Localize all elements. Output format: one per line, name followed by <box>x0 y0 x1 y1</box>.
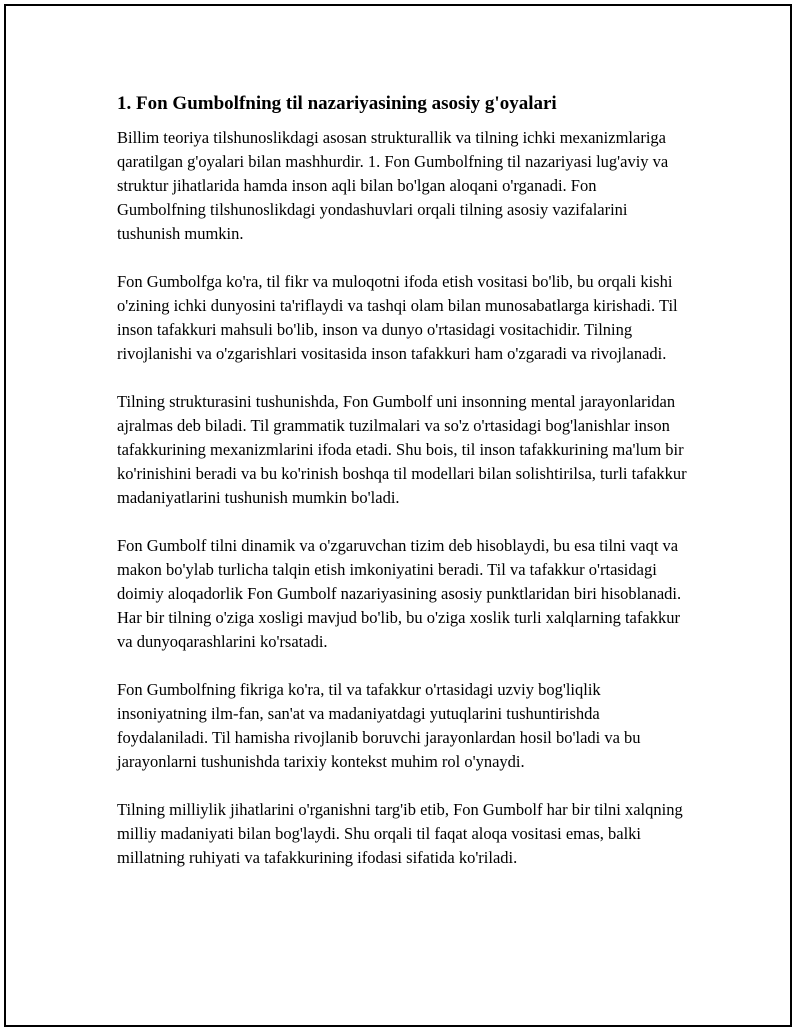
section-title: 1. Fon Gumbolfning til nazariyasining asosiy g'oyalari <box>117 93 557 114</box>
paragraph-1: Billim teoriya tilshunoslikdagi asosan strukturallik va tilning ichki mexanizmlariga qaratilgan g'oyalari bilan mashhurdir. 1. Fon Gumbolfning til nazariyasi lug'aviy va struktur jihatlarida hamda inson aqli bilan bo'lgan aloqani o'rganadi. Fon Gumbolfning tilshunoslikdagi yondashuvlari orqali tilning asosiy vazifalarini tushunish mumkin. <box>117 128 669 243</box>
paragraph-4: Fon Gumbolf tilni dinamik va o'zgaruvchan tizim deb hisoblaydi, bu esa tilni vaqt va makon bo'ylab turlicha talqin etish imkoniyatini beradi. Til va tafakkur o'rtasidagi doimiy aloqadorlik Fon Gumbolf nazariyasining asosiy punktlaridan biri hisoblanadi. Har bir tilning o'ziga xosligi mavjud bo'lib, bu o'ziga xoslik turli xalqlarning tafakkur va dunyoqarashlarini ko'rsatadi. <box>117 536 682 651</box>
paragraph-3: Tilning strukturasini tushunishda, Fon Gumbolf uni insonning mental jarayonlaridan ajralmas deb biladi. Til grammatik tuzilmalari va so'z o'rtasidagi bog'lanishlar inson tafakkurining mexanizmlarini ifoda etadi. Shu bois, til inson tafakkurining ma'lum bir ko'rinishini beradi va bu ko'rinish boshqa til modellari bilan solishtirilsa, turli tafakkur madaniyatlarini tushunish mumkin bo'ladi. <box>117 392 687 507</box>
paragraph-6: Tilning milliylik jihatlarini o'rganishni targ'ib etib, Fon Gumbolf har bir tilni xalqning milliy madaniyati bilan bog'laydi. Shu orqali til faqat aloqa vositasi emas, balki millatning ruhiyati va tafakkurining ifodasi sifatida ko'riladi. <box>117 800 683 867</box>
paragraph-5: Fon Gumbolfning fikriga ko'ra, til va tafakkur o'rtasidagi uzviy bog'liqlik insoniyatning ilm-fan, san'at va madaniyatdagi yutuqlarini tushuntirishda foydalaniladi. Til hamisha rivojlanib boruvchi jarayonlardan hosil bo'ladi va bu jarayonlarni tushunishda tarixiy kontekst muhim rol o'ynaydi. <box>117 680 641 771</box>
document-body <box>117 92 689 894</box>
paragraph-2: Fon Gumbolfga ko'ra, til fikr va muloqotni ifoda etish vositasi bo'lib, bu orqali kishi o'zining ichki dunyosini ta'riflaydi va tashqi olam bilan munosabatlarga kirishadi. Til inson tafakkuri mahsuli bo'lib, inson va dunyo o'rtasidagi vositachidir. Tilning rivojlanishi va o'zgarishlari vositasida inson tafakkuri ham o'zgaradi va rivojlanadi. <box>117 272 678 363</box>
